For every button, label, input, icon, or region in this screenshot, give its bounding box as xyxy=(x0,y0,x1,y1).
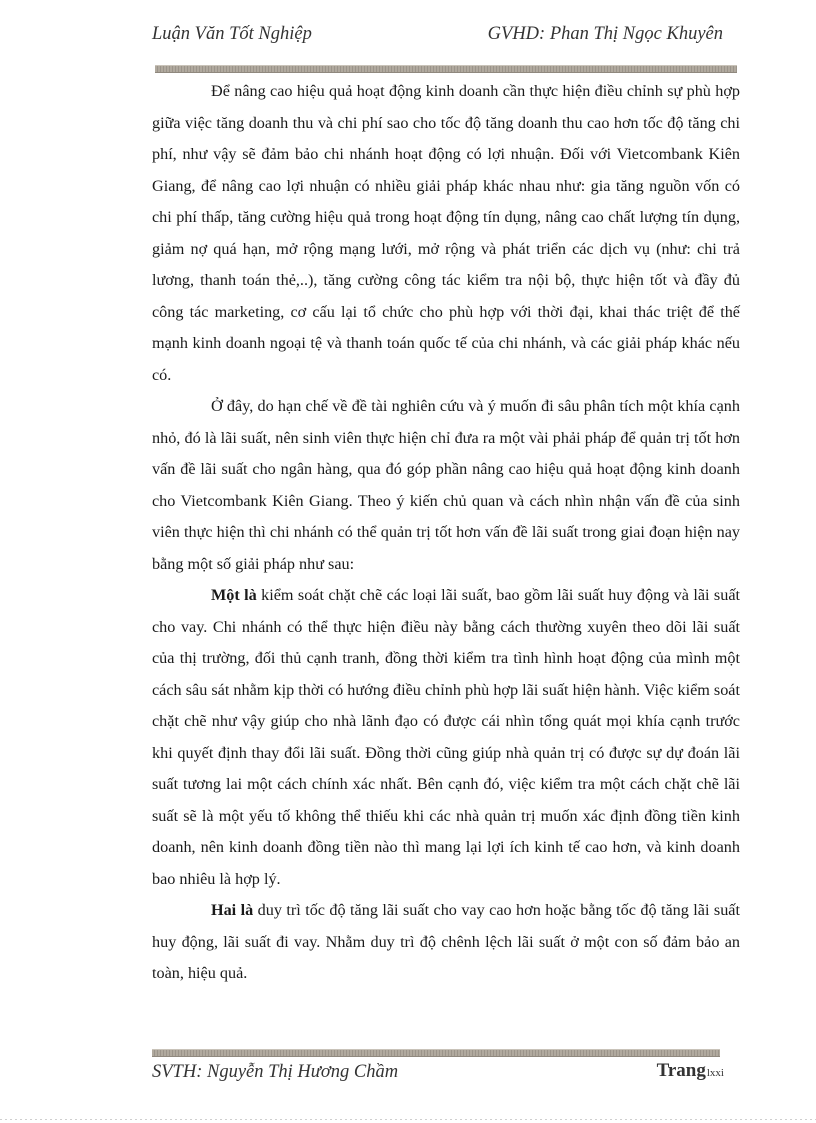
paragraph-4 xyxy=(152,895,740,990)
page-edge-dotted-line xyxy=(0,1119,816,1120)
page-number-value: lxxi xyxy=(706,1067,724,1079)
paragraph-1: Để nâng cao hiệu quả hoạt động kinh doanh cần thực hiện điều chỉnh sự phù hợp giữa việc tăng doanh thu và chi phí sao cho tốc độ tăng doanh thu cao hơn tốc độ tăng chi phí, như vậy sẽ đảm bảo chi nhánh hoạt động có lợi nhuận. Đối với Vietcombank Kiên Giang, để nâng cao lợi nhuận có nhiều giải pháp khác nhau như: gia tăng nguồn vốn có chi phí thấp, tăng cường hiệu quả trong hoạt động tín dụng, nâng cao chất lượng tín dụng, giảm nợ quá hạn, mở rộng mạng lưới, mở rộng và phát triển các dịch vụ (như: chi trả lương, thanh toán thẻ,..), tăng cường công tác kiểm tra nội bộ, thực hiện tốt và đầy đủ công tác marketing, cơ cấu lại tổ chức cho phù hợp với thời đại, khai thác triệt để thế mạnh kinh doanh ngoại tệ và thanh toán quốc tế của chi nhánh, và các giải pháp khác nếu có. xyxy=(152,82,740,384)
paragraph-3-lead: Một là xyxy=(211,586,257,604)
thesis-title: Luận Văn Tốt Nghiệp xyxy=(152,24,312,44)
page-body xyxy=(152,76,740,990)
student-name: SVTH: Nguyễn Thị Hương Chầm xyxy=(152,1062,399,1082)
header-divider xyxy=(155,65,737,73)
page-number xyxy=(657,1060,724,1082)
advisor-name: GVHD: Phan Thị Ngọc Khuyên xyxy=(487,24,723,44)
paragraph-2: Ở đây, do hạn chế về đề tài nghiên cứu và ý muốn đi sâu phân tích một khía cạnh nhỏ, đó là lãi suất, nên sinh viên thực hiện chỉ đưa ra một vài phải pháp để quản trị tốt hơn vấn đề lãi suất cho ngân hàng, qua đó góp phần nâng cao hiệu quả hoạt động kinh doanh cho Vietcombank Kiên Giang. Theo ý kiến chủ quan và cách nhìn nhận vấn đề của sinh viên thực hiện thì chi nhánh có thể quản trị tốt hơn vấn đề lãi suất trong giai đoạn hiện nay bằng một số giải pháp như sau: xyxy=(152,397,740,573)
paragraph-3-text: kiểm soát chặt chẽ các loại lãi suất, bao gồm lãi suất huy động và lãi suất cho vay. Chi nhánh có thể thực hiện điều này bằng cách thường xuyên theo dõi lãi suất của thị trường, đối thủ cạnh tranh, đồng thời kiểm tra tình hình hoạt động của mình một cách sâu sát nhằm kịp thời có hướng điều chỉnh phù hợp lãi suất hiện hành. Việc kiểm soát chặt chẽ như vậy giúp cho nhà lãnh đạo có được cái nhìn tổng quát mọi khía cạnh trước khi quyết định thay đổi lãi suất. Đồng thời cũng giúp nhà quản trị có được sự dự đoán lãi suất tương lai một cách chính xác nhất. Bên cạnh đó, việc kiểm tra một cách chặt chẽ lãi suất sẽ là một yếu tố không thể thiếu khi các nhà quản trị muốn xác định đồng tiền kinh doanh, nên kinh doanh đồng tiền nào thì mang lại lợi ích kinh tế cao hơn, và kinh doanh bao nhiêu là hợp lý. xyxy=(152,586,740,888)
paragraph-4-lead: Hai là xyxy=(211,901,254,919)
paragraph-3 xyxy=(152,580,740,895)
footer-divider xyxy=(152,1049,720,1057)
page-header xyxy=(152,24,737,50)
page-footer xyxy=(152,1060,724,1088)
page-label: Trang xyxy=(656,1060,706,1081)
paragraph-4-text: duy trì tốc độ tăng lãi suất cho vay cao hơn hoặc bằng tốc độ tăng lãi suất huy động, lãi suất đi vay. Nhằm duy trì độ chênh lệch lãi suất ở một con số đảm bảo an toàn, hiệu quả. xyxy=(152,901,740,982)
